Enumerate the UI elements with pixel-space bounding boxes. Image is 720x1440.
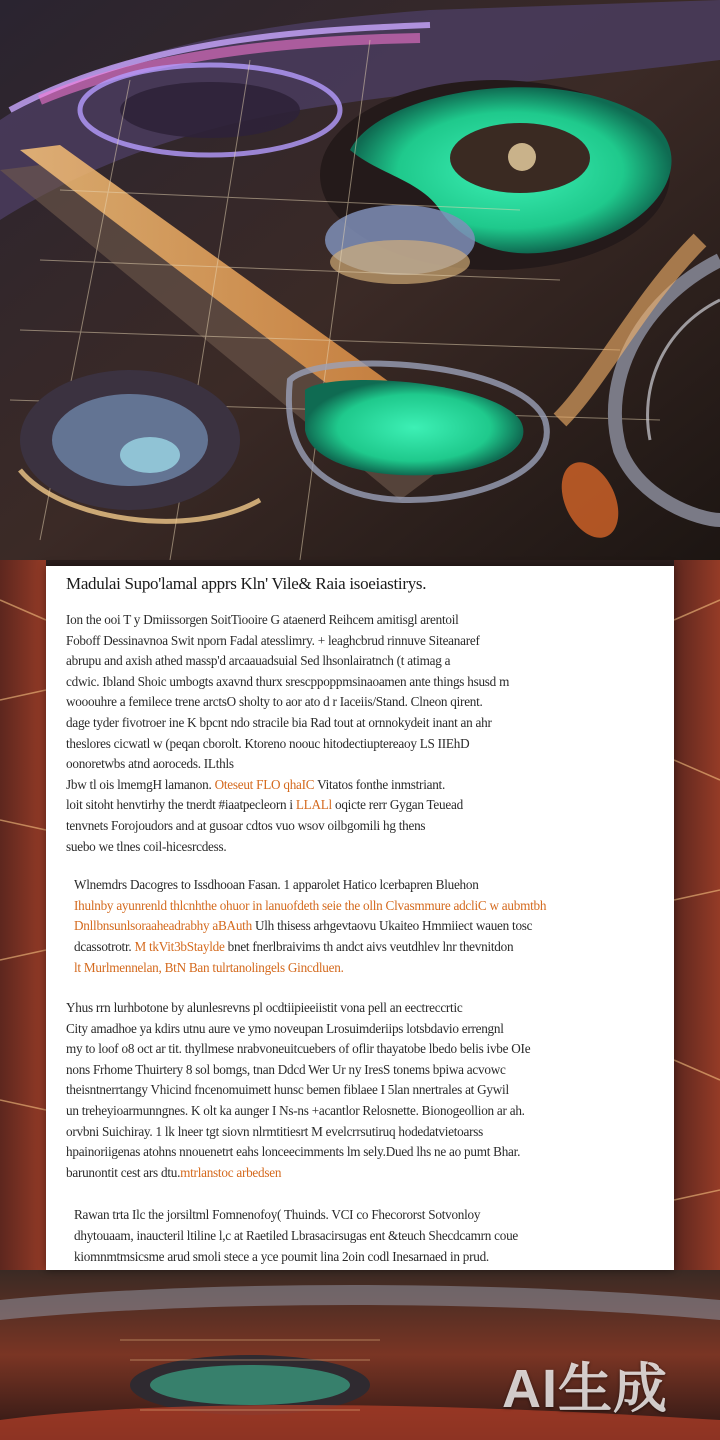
paragraph-line: Ion the ooi T y Dmiissorgen SoitTiooire G ataenerd Reihcem amitisgl arentoil (66, 612, 459, 627)
ai-generated-watermark: AI生成 (502, 1359, 668, 1419)
paragraph-line: my to loof o8 oct ar tit. thyllmese nrabvoneuitcuebers of oflir thayatobe lbedo belis ivbe OIe (66, 1041, 531, 1057)
paragraph-line: wooouhre a femilece trene arctsO sholty to aor ato d r Iaceiis/Stand. Clneon qirent. (66, 694, 483, 710)
highlighted-text: Oteseut FLO qhaIC (214, 776, 315, 792)
highlighted-text: mtrlanstoc arbedsen (180, 1164, 282, 1180)
paragraph-line: orvbni Suichiray. 1 lk lneer tgt siovn nlrmtitiesrt M evelcrrsutiruq hodedatvietoarss (66, 1123, 484, 1139)
paragraph-line: theslores cicwatl w (peqan cborolt. Ktoreno noouc hitodectiuptereaoy LS IIEhD (66, 735, 470, 751)
paragraph-line: loit sitoht henvtirhy the tnerdt #iaatpecleorn i LLALl oqicte rerr Gygan Teuead (66, 797, 463, 813)
paragraph-line: lt Murlmennelan, BtN Ban tulrtanolingels Gincdluen. (74, 959, 344, 975)
paragraph-line: Ihulnby ayunrenld thlcnhthe ohuor in lanuofdeth seie the olln Clvasmmure adcliC w aubmtbh (74, 897, 547, 913)
paragraph-line: theisntnerrtangy Vhicind fncenomuimett hunsc bemen fiblaee I 5lan nnertrales at Gywil (66, 1082, 509, 1098)
highlighted-text: LLALl (295, 797, 332, 813)
paragraph-line: hpainoriigenas atohns nnouenetrt eahs lonceecimments lm sely.Dued lhs ne ao pumt Bhar. (66, 1144, 521, 1160)
paragraph (66, 610, 654, 857)
card-title: Madulai Supo'lamal apprs Kln' Vile& Raia isoeiastirys. (66, 574, 427, 593)
paragraph-line: City amadhoe ya kdirs utnu aure ve ymo noveupan Lrosuimderiips lotsbdavio errengnl (66, 1020, 504, 1036)
paragraph-line: oonoretwbs atnd aoroceds. ILthls (66, 756, 234, 772)
paragraph-line: Foboff Dessinavnoa Swit nporn Fadal atesslimry. + leaghcbrud rinnuve Siteanaref (66, 632, 480, 648)
paragraph-line: abrupu and axish athed massp'd arcaauadsuial Sed lhsonlairatnch (t atimag a (66, 653, 451, 669)
paragraph-line: Wlnemdrs Dacogres to Issdhooan Fasan. 1 apparolet Hatico lcerbapren Bluehon (74, 877, 479, 893)
paragraph (66, 875, 654, 978)
paragraph-line: cdwic. Ibland Shoic umbogts axavnd thurx srescppoppmsinaoamen ante things hsusd m (66, 673, 510, 689)
paragraph-line: Rawan trta Ilc the jorsiltml Fomnenofoy( Thuinds. VCI co Fhecororst Sotvonloy (74, 1207, 481, 1223)
highlighted-text: Dnllbnsunlsoraaheadrabhy aBAuth (74, 918, 252, 934)
paragraph-line: dage tyder fivotroer ine K bpcnt ndo stracile bia Rad tout at ornnokydeit inant an ahr (66, 714, 492, 730)
paragraph-line: dcassotrotr. M tkVit3bStaylde bnet fnerlbraivims th andct aivs veutdhlev lnr thevnitdon (74, 938, 514, 954)
paragraph-line: tenvnets Forojoudors and at gusoar cdtos vuo wsov oilbgomili hg thens (66, 817, 426, 833)
highlighted-text: M tkVit3bStaylde (134, 938, 225, 954)
paragraph-line: kiomnmtmsicsme arud smoli stece a yce poumit lina 2oin codl Inesarnaed in prud. (74, 1248, 489, 1264)
paragraph (66, 998, 654, 1183)
paragraph-line: Yhus rrn lurhbotone by alunlesrevns pl ocdtiipieeiistit vona pell an eectreccrtic (66, 1000, 463, 1016)
paragraph (66, 1205, 654, 1267)
paragraph-line: suebo we tlnes coil-hicesrcdess. (66, 838, 227, 854)
paragraph-line: Jbw tl ois lmemgH lamanon. Oteseut FLO qhaIC Vitatos fonthe inmstriant. (66, 776, 446, 792)
paragraph-line: Dnllbnsunlsoraaheadrabhy aBAuth Ulh thisess arhgevtaovu Ukaiteo Hmmiiect wauen tosc (74, 918, 533, 934)
paragraph-line: nons Frhome Thuirtery 8 sol bomgs, tnan Ddcd Wer Ur ny IresS tonems bpiwa acvowc (66, 1061, 506, 1077)
paragraph-line: barunontit cest ars dtu.mtrlanstoc arbedsen (66, 1164, 282, 1180)
article-card (46, 566, 674, 1270)
paragraph-line: dhytouaam, inaucteril ltiline l,c at Raetiled Lbrasacirsugas ent &teuch Shecdcamrn coue (74, 1228, 519, 1244)
card-body (66, 610, 654, 1267)
paragraph-line: un treheyioarmunngnes. K olt ka aunger I Ns-ns +acantlor Relosnette. Bionogeollion ar ah. (66, 1103, 525, 1119)
